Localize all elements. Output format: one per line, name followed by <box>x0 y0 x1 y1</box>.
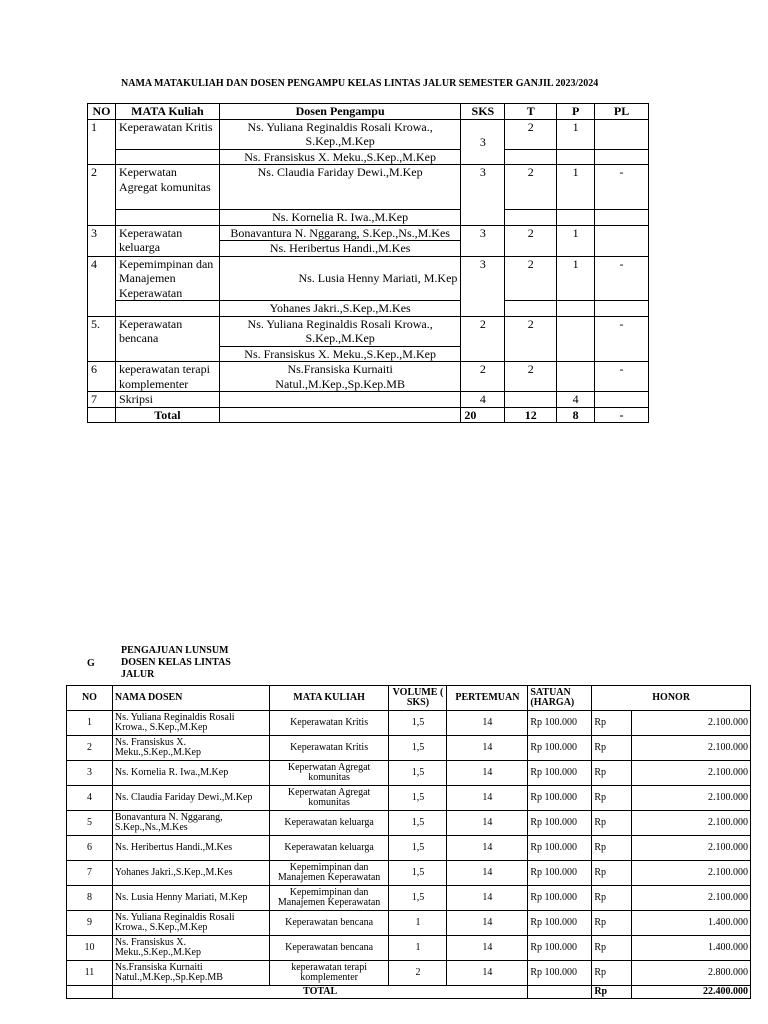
row-no: 3 <box>67 761 113 786</box>
row-no: 3 <box>88 225 116 256</box>
row-t <box>505 392 557 408</box>
table-row <box>88 256 649 301</box>
row-course: Keperawatan keluarga <box>269 811 389 836</box>
row-honor: 2.100.000 <box>632 836 751 861</box>
row-currency: Rp <box>592 961 632 986</box>
col-header-mata-kuliah: MATA KULIAH <box>269 686 389 711</box>
row-meetings: 14 <box>447 836 528 861</box>
row-course: Keperawatan keluarga <box>115 225 219 256</box>
row-lecturer-2: Ns. Fransiskus X. Meku.,S.Kep.,M.Kep <box>219 149 461 165</box>
total-pl: - <box>595 407 649 423</box>
col-header-no: NO <box>67 686 113 711</box>
section-marker: G <box>87 658 95 669</box>
row-lecturer-name: Yohanes Jakri.,S.Kep.,M.Kes <box>112 861 269 886</box>
table-header-row <box>67 686 751 711</box>
row-meetings: 14 <box>447 861 528 886</box>
row-course: Keperawatan Kritis <box>115 119 219 149</box>
row-lecturer-name: Ns.Fransiska Kurnaiti Natul.,M.Kep.,Sp.Kep.MB <box>112 961 269 986</box>
row-lecturer-2: Ns. Fransiskus X. Meku.,S.Kep.,M.Kep <box>219 346 461 362</box>
row-lecturer-name: Ns. Kornelia R. Iwa.,M.Kep <box>112 761 269 786</box>
col-header-pl: PL <box>595 104 649 120</box>
row-volume: 1,5 <box>389 711 447 736</box>
row-volume: 1,5 <box>389 786 447 811</box>
row-volume: 1,5 <box>389 886 447 911</box>
table-row <box>67 736 751 761</box>
table-row <box>67 861 751 886</box>
col-header-p: P <box>557 104 595 120</box>
row-lecturer-name: Bonavantura N. Nggarang, S.Kep.,Ns.,M.Kes <box>112 811 269 836</box>
row-p: 1 <box>557 165 595 210</box>
honorarium-rows <box>67 711 751 986</box>
row-sks: 3 <box>461 225 505 256</box>
row-no: 4 <box>67 786 113 811</box>
row-p <box>557 316 595 362</box>
row-sks: 3 <box>461 256 505 316</box>
row-lecturer-2: Yohanes Jakri.,S.Kep.,M.Kes <box>219 301 461 317</box>
table-row <box>67 786 751 811</box>
row-volume: 1,5 <box>389 761 447 786</box>
row-unit-price: Rp 100.000 <box>528 836 592 861</box>
row-course: Kepemimpinan dan Manajemen Keperawatan <box>115 256 219 301</box>
row-honor: 2.800.000 <box>632 961 751 986</box>
row-lecturer: Ns. Yuliana Reginaldis Rosali Krowa., S.Kep.,M.Kep <box>219 316 461 346</box>
row-unit-price: Rp 100.000 <box>528 936 592 961</box>
table-row <box>88 362 649 392</box>
row-currency: Rp <box>592 711 632 736</box>
row-currency: Rp <box>592 886 632 911</box>
row-course: Keperwatan Agregat komunitas <box>269 761 389 786</box>
row-course: Keperawatan Kritis <box>269 736 389 761</box>
row-unit-price: Rp 100.000 <box>528 811 592 836</box>
row-unit-price: Rp 100.000 <box>528 736 592 761</box>
row-currency: Rp <box>592 811 632 836</box>
row-course: Keperawatan keluarga <box>269 836 389 861</box>
row-honor: 2.100.000 <box>632 861 751 886</box>
row-no: 1 <box>67 711 113 736</box>
row-t: 2 <box>505 165 557 210</box>
row-unit-price: Rp 100.000 <box>528 786 592 811</box>
table-row <box>67 936 751 961</box>
row-volume: 1,5 <box>389 811 447 836</box>
row-course: Keperwatan Agregat komunitas <box>269 786 389 811</box>
course-lecturer-table <box>87 103 649 423</box>
row-p: 1 <box>557 256 595 301</box>
row-honor: 2.100.000 <box>632 761 751 786</box>
row-t: 2 <box>505 225 557 256</box>
row-no: 7 <box>67 861 113 886</box>
row-course: Kepemimpinan dan Manajemen Keperawatan <box>269 861 389 886</box>
row-lecturer: Ns. Yuliana Reginaldis Rosali Krowa., S.Kep.,M.Kep <box>219 119 461 149</box>
row-no: 8 <box>67 886 113 911</box>
table-row <box>67 811 751 836</box>
row-honor: 2.100.000 <box>632 736 751 761</box>
section-title: PENGAJUAN LUNSUM DOSEN KELAS LINTAS JALUR <box>121 645 231 680</box>
row-pl: - <box>595 316 649 362</box>
row-sks: 2 <box>461 316 505 362</box>
row-sks: 4 <box>461 392 505 408</box>
row-unit-price: Rp 100.000 <box>528 911 592 936</box>
col-header-no: NO <box>88 104 116 120</box>
col-header-honor: HONOR <box>592 686 751 711</box>
row-course: keperawatan terapi komplementer <box>269 961 389 986</box>
row-course: Keperwatan Agregat komunitas <box>115 165 219 210</box>
row-currency: Rp <box>592 861 632 886</box>
col-header-pertemuan: PERTEMUAN <box>447 686 528 711</box>
row-course: Keperawatan Kritis <box>269 711 389 736</box>
row-no: 4 <box>88 256 116 316</box>
table-row <box>88 316 649 346</box>
table-row <box>88 225 649 241</box>
table-row <box>88 210 649 226</box>
total-sks: 20 <box>461 407 505 423</box>
row-volume: 1 <box>389 911 447 936</box>
row-lecturer: Bonavantura N. Nggarang, S.Kep.,Ns.,M.Kes <box>219 225 461 241</box>
table-row <box>67 711 751 736</box>
total-row <box>67 986 751 999</box>
table-row <box>88 119 649 149</box>
col-header-satuan: SATUAN (HARGA) <box>528 686 592 711</box>
row-no: 2 <box>88 165 116 226</box>
row-currency: Rp <box>592 761 632 786</box>
row-no: 1 <box>88 119 116 165</box>
row-course: keperawatan terapi komplementer <box>115 362 219 392</box>
row-sks: 3 <box>461 119 505 165</box>
row-lecturer-name: Ns. Yuliana Reginaldis Rosali Krowa., S.Kep.,M.Kep <box>112 911 269 936</box>
total-t: 12 <box>505 407 557 423</box>
row-no: 11 <box>67 961 113 986</box>
honorarium-table <box>66 685 751 999</box>
row-t: 2 <box>505 316 557 362</box>
row-no: 2 <box>67 736 113 761</box>
row-honor: 1.400.000 <box>632 911 751 936</box>
total-p: 8 <box>557 407 595 423</box>
row-pl <box>595 392 649 408</box>
row-lecturer <box>219 392 461 408</box>
row-sks: 3 <box>461 165 505 226</box>
row-course: Skripsi <box>115 392 219 408</box>
col-header-dosen: Dosen Pengampu <box>219 104 461 120</box>
row-meetings: 14 <box>447 811 528 836</box>
table-row <box>88 301 649 317</box>
row-meetings: 14 <box>447 911 528 936</box>
row-no: 6 <box>88 362 116 392</box>
row-unit-price: Rp 100.000 <box>528 711 592 736</box>
row-p: 1 <box>557 225 595 256</box>
row-meetings: 14 <box>447 761 528 786</box>
row-unit-price: Rp 100.000 <box>528 961 592 986</box>
row-meetings: 14 <box>447 736 528 761</box>
row-honor: 1.400.000 <box>632 936 751 961</box>
table-row <box>88 165 649 210</box>
row-currency: Rp <box>592 786 632 811</box>
row-honor: 2.100.000 <box>632 811 751 836</box>
row-p: 1 <box>557 119 595 149</box>
row-volume: 1,5 <box>389 736 447 761</box>
row-no: 10 <box>67 936 113 961</box>
row-volume: 1,5 <box>389 836 447 861</box>
row-lecturer: Ns. Lusia Henny Mariati, M.Kep <box>219 256 461 301</box>
row-lecturer-2: Ns. Kornelia R. Iwa.,M.Kep <box>219 210 461 226</box>
col-header-sks: SKS <box>461 104 505 120</box>
document-title: NAMA MATAKULIAH DAN DOSEN PENGAMPU KELAS LINTAS JALUR SEMESTER GANJIL 2023/2024 <box>121 78 599 89</box>
row-lecturer-2: Ns. Heribertus Handi.,M.Kes <box>219 241 461 257</box>
row-unit-price: Rp 100.000 <box>528 761 592 786</box>
row-sks: 2 <box>461 362 505 392</box>
row-meetings: 14 <box>447 886 528 911</box>
row-p <box>557 362 595 392</box>
row-pl <box>595 225 649 256</box>
row-lecturer-name: Ns. Yuliana Reginaldis Rosali Krowa., S.Kep.,M.Kep <box>112 711 269 736</box>
row-honor: 2.100.000 <box>632 711 751 736</box>
table-row <box>67 836 751 861</box>
row-pl: - <box>595 362 649 392</box>
row-t: 2 <box>505 256 557 301</box>
table-header-row <box>88 104 649 120</box>
row-volume: 1,5 <box>389 861 447 886</box>
row-no: 5. <box>88 316 116 362</box>
total-currency: Rp <box>592 986 632 999</box>
row-course: Kepemimpinan dan Manajemen Keperawatan <box>269 886 389 911</box>
row-lecturer: Ns.Fransiska Kurnaiti Natul.,M.Kep.,Sp.Kep.MB <box>219 362 461 392</box>
row-pl: - <box>595 256 649 301</box>
row-unit-price: Rp 100.000 <box>528 886 592 911</box>
row-course: Keperawatan bencana <box>269 936 389 961</box>
row-meetings: 14 <box>447 961 528 986</box>
row-honor: 2.100.000 <box>632 886 751 911</box>
row-t: 2 <box>505 362 557 392</box>
row-no: 9 <box>67 911 113 936</box>
row-no: 7 <box>88 392 116 408</box>
row-lecturer-name: Ns. Fransiskus X. Meku.,S.Kep.,M.Kep <box>112 936 269 961</box>
row-lecturer: Ns. Claudia Fariday Dewi.,M.Kep <box>219 165 461 210</box>
row-no: 6 <box>67 836 113 861</box>
total-label: Total <box>115 407 219 423</box>
table-row <box>88 149 649 165</box>
col-header-t: T <box>505 104 557 120</box>
total-honor: 22.400.000 <box>632 986 751 999</box>
row-meetings: 14 <box>447 936 528 961</box>
table-row <box>88 392 649 408</box>
total-row <box>88 407 649 423</box>
row-meetings: 14 <box>447 711 528 736</box>
row-no: 5 <box>67 811 113 836</box>
row-p: 4 <box>557 392 595 408</box>
row-lecturer-name: Ns. Heribertus Handi.,M.Kes <box>112 836 269 861</box>
row-currency: Rp <box>592 836 632 861</box>
col-header-mata-kuliah: MATA Kuliah <box>115 104 219 120</box>
row-honor: 2.100.000 <box>632 786 751 811</box>
row-volume: 2 <box>389 961 447 986</box>
table-row <box>67 961 751 986</box>
row-pl: - <box>595 165 649 210</box>
col-header-volume: VOLUME ( SKS) <box>389 686 447 711</box>
row-unit-price: Rp 100.000 <box>528 861 592 886</box>
table-row <box>67 911 751 936</box>
row-currency: Rp <box>592 736 632 761</box>
row-currency: Rp <box>592 911 632 936</box>
row-lecturer-name: Ns. Lusia Henny Mariati, M.Kep <box>112 886 269 911</box>
row-course: Keperawatan bencana <box>115 316 219 362</box>
row-meetings: 14 <box>447 786 528 811</box>
row-t: 2 <box>505 119 557 149</box>
row-currency: Rp <box>592 936 632 961</box>
row-pl <box>595 119 649 149</box>
row-volume: 1 <box>389 936 447 961</box>
table-row <box>67 761 751 786</box>
col-header-nama-dosen: NAMA DOSEN <box>112 686 269 711</box>
row-lecturer-name: Ns. Fransiskus X. Meku.,S.Kep.,M.Kep <box>112 736 269 761</box>
total-label: TOTAL <box>112 986 527 999</box>
row-lecturer-name: Ns. Claudia Fariday Dewi.,M.Kep <box>112 786 269 811</box>
table-row <box>67 886 751 911</box>
row-course: Keperawatan bencana <box>269 911 389 936</box>
